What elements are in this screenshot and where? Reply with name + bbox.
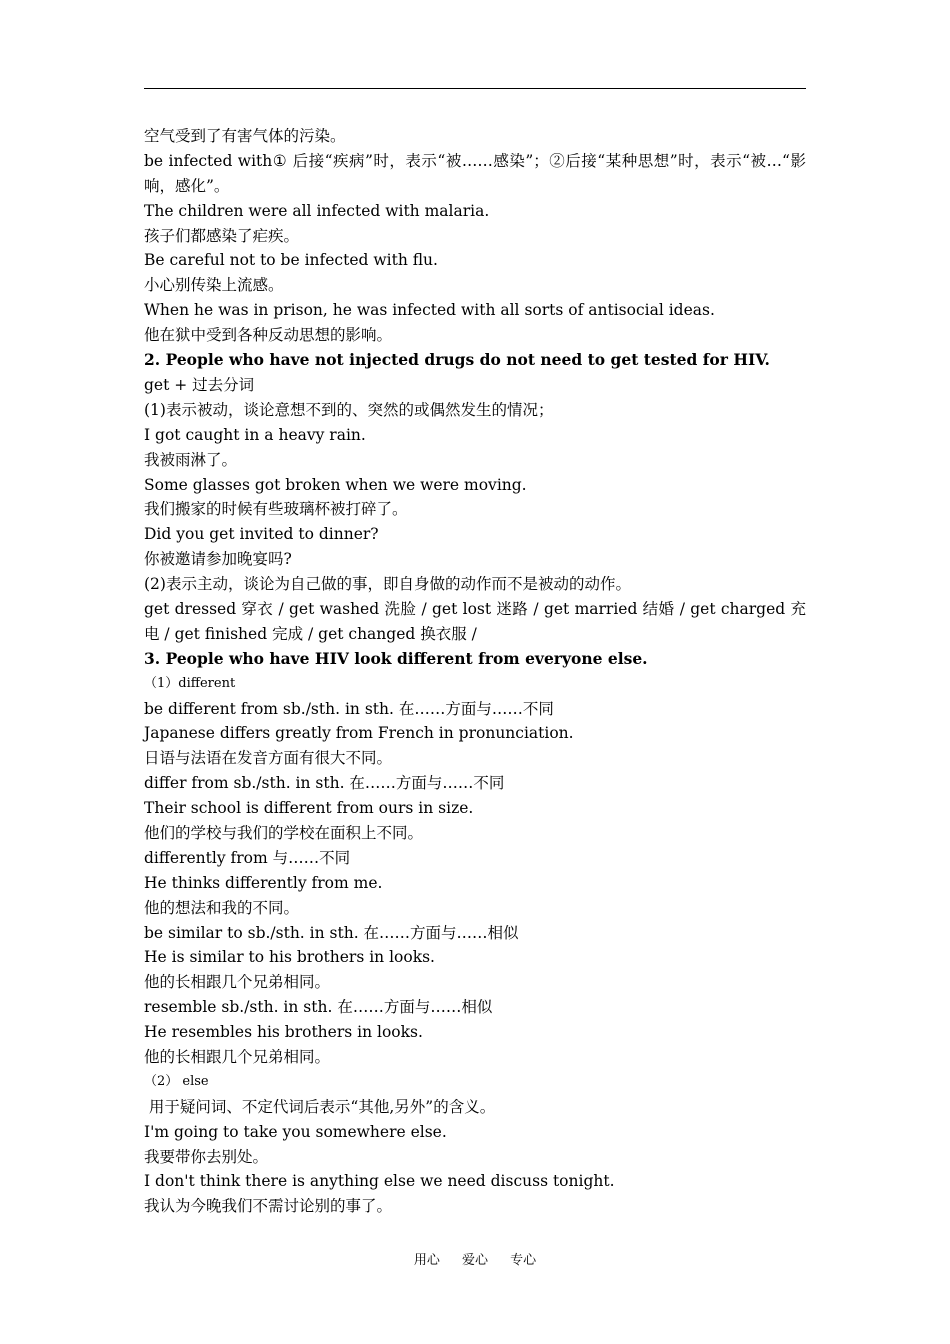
text-line: be different from sb./sth. in sth. 在……方面与……不同: [144, 699, 554, 718]
footer-item: 爱心: [461, 1253, 488, 1268]
text-line: 我们搬家的时候有些玻璃杯被打碎了。: [144, 500, 408, 519]
text-line: Their school is different from ours in size.: [144, 799, 474, 818]
text-line: get + 过去分词: [144, 375, 255, 394]
text-line: (2)表示主动，谈论为自己做的事，即自身做的动作而不是被动的动作。: [144, 575, 631, 594]
text-line: Japanese differs greatly from French in pronunciation.: [144, 724, 574, 743]
text-line: 他的长相跟几个兄弟相同。: [144, 1048, 331, 1067]
text-line: 日语与法语在发音方面有很大不同。: [144, 749, 393, 768]
subsection-label: （1）different: [144, 675, 236, 691]
text-line: be infected with① 后接“疾病”时，表示“被……感染”；②后接“某种思想”时，表示“被…“影响，感化”。: [144, 151, 806, 195]
text-line: I got caught in a heavy rain.: [144, 425, 366, 444]
text-line: I don't think there is anything else we need discuss tonight.: [144, 1172, 615, 1191]
text-line: 孩子们都感染了疟疾。: [144, 226, 300, 245]
text-line: 你被邀请参加晚宴吗?: [144, 550, 292, 569]
text-line: 他们的学校与我们的学校在面积上不同。: [144, 824, 424, 842]
text-line: Some glasses got broken when we were moving.: [144, 475, 527, 494]
text-line: 小心别传染上流感。: [144, 276, 284, 295]
page-footer: [0, 1251, 950, 1271]
text-line: 我被雨淋了。: [144, 450, 238, 469]
section-heading: 2. People who have not injected drugs do not need to get tested for HIV.: [144, 350, 770, 370]
text-line: differently from 与……不同: [144, 848, 351, 867]
text-line: He is similar to his brothers in looks.: [144, 948, 435, 967]
subsection-label: （2） else: [144, 1073, 209, 1089]
text-line: The children were all infected with malaria.: [144, 201, 490, 220]
text-line: Be careful not to be infected with flu.: [144, 251, 438, 270]
text-line: He resembles his brothers in looks.: [144, 1023, 423, 1042]
text-line: resemble sb./sth. in sth. 在……方面与……相似: [144, 998, 493, 1017]
text-line: 他的长相跟几个兄弟相同。: [144, 973, 331, 992]
text-line: 空气受到了有害气体的污染。: [144, 127, 346, 145]
text-line: 他的想法和我的不同。: [144, 898, 300, 917]
text-line: 我认为今晚我们不需讨论别的事了。: [144, 1197, 393, 1216]
text-line: When he was in prison, he was infected with all sorts of antisocial ideas.: [144, 301, 715, 320]
text-line: differ from sb./sth. in sth. 在……方面与……不同: [144, 774, 505, 793]
footer-item: 专心: [510, 1253, 537, 1268]
text-line: be similar to sb./sth. in sth. 在……方面与……相似: [144, 923, 519, 942]
text-line: 他在狱中受到各种反动思想的影响。: [144, 326, 393, 345]
header-rule: [144, 88, 806, 89]
section-heading: 3. People who have HIV look different from everyone else.: [144, 648, 648, 668]
text-line: (1)表示被动，谈论意想不到的、突然的或偶然发生的情况；: [144, 400, 554, 419]
document-body: [144, 124, 806, 1219]
footer-item: 用心: [413, 1253, 440, 1268]
text-line: 我要带你去别处。: [144, 1147, 269, 1166]
text-line: 用于疑问词、不定代词后表示“其他,另外”的含义。: [144, 1097, 496, 1116]
text-line: get dressed 穿衣 / get washed 洗脸 / get lost 迷路 / get married 结婚 / get charged 充电 / get finished 完成 / get changed 换衣服 /: [144, 599, 806, 643]
text-line: Did you get invited to dinner?: [144, 525, 379, 544]
text-line: I'm going to take you somewhere else.: [144, 1122, 447, 1141]
text-line: He thinks differently from me.: [144, 873, 383, 892]
